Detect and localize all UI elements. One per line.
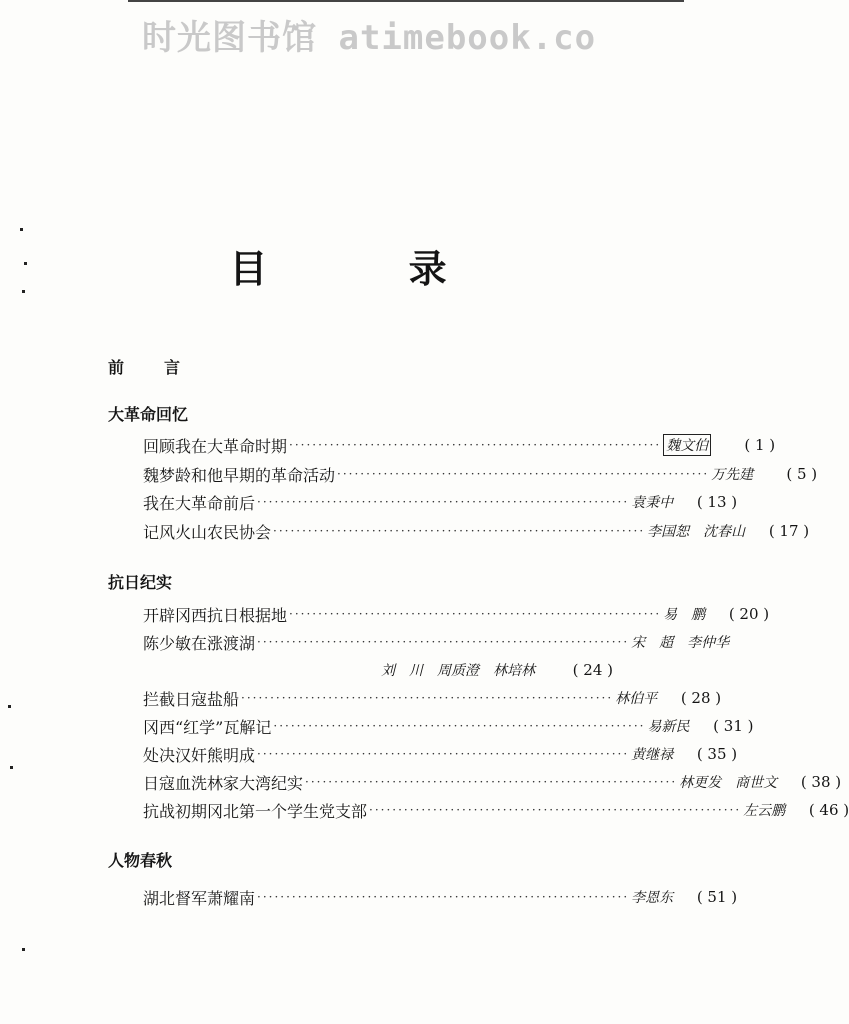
toc-entry[interactable] (143, 742, 738, 766)
toc-entry[interactable] (143, 770, 842, 794)
scan-speck (8, 705, 11, 708)
entry-page: ( 46 ) (808, 801, 849, 819)
leader-dots: ································································ (289, 438, 662, 452)
section-heading: 抗日纪实 (108, 573, 173, 592)
toc-entry[interactable] (143, 686, 722, 710)
entry-title: 日寇血洗林家大湾纪实 (143, 773, 304, 793)
scan-speck (20, 228, 23, 231)
leader-dots: ································································ (337, 467, 710, 481)
scan-speck (10, 766, 13, 769)
entry-page: ( 51 ) (696, 888, 738, 906)
leader-dots: ································································ (305, 775, 678, 789)
entry-author: 易 鹏 (663, 607, 706, 623)
entry-title: 我在大革命前后 (143, 493, 256, 513)
entry-title: 抗战初期冈北第一个学生党支部 (143, 801, 368, 821)
entry-title: 回顾我在大革命时期 (143, 436, 288, 456)
entry-title: 记风火山农民协会 (143, 522, 272, 542)
entry-author: 万先建 (711, 467, 754, 483)
entry-page: ( 20 ) (728, 605, 770, 623)
entry-page: ( 38 ) (800, 773, 842, 791)
entry-author: 魏文伯 (663, 434, 711, 456)
toc-entry[interactable] (143, 462, 818, 486)
scan-speck (24, 262, 27, 265)
entry-page: ( 24 ) (572, 661, 613, 679)
entry-page: ( 28 ) (680, 689, 722, 707)
entry-page: ( 31 ) (713, 717, 754, 735)
entry-page: ( 35 ) (696, 745, 738, 763)
toc-entry[interactable] (143, 602, 770, 626)
entry-page: ( 5 ) (786, 465, 818, 483)
entry-author: 林伯平 (615, 691, 658, 707)
toc-entry[interactable] (143, 630, 730, 654)
page-title: 目 录 (229, 246, 511, 291)
leader-dots: ································································ (257, 747, 630, 761)
entry-author: 黄继禄 (631, 747, 674, 763)
leader-dots: ································································ (257, 635, 630, 649)
entry-title: 魏梦龄和他早期的革命活动 (143, 465, 336, 485)
entry-author: 左云鹏 (743, 803, 786, 819)
leader-dots: ································································ (289, 607, 662, 621)
toc-entry[interactable] (143, 798, 849, 822)
watermark: 时光图书馆 atimebook.co (142, 18, 597, 58)
leader-dots: ································································ (241, 691, 614, 705)
entry-author: 易新民 (647, 719, 690, 735)
entry-author: 袁秉中 (631, 495, 674, 511)
section-heading: 人物春秋 (108, 851, 173, 870)
entry-title: 冈西“红学”瓦解记 (143, 717, 272, 737)
entry-title: 湖北督军萧耀南 (143, 888, 256, 908)
entry-author: 宋 超 李仲华 (631, 635, 730, 651)
toc-entry-continuation[interactable] (345, 658, 613, 682)
entry-author: 刘 川 周质澄 林培林 (381, 663, 535, 679)
toc-entry[interactable] (143, 714, 754, 738)
entry-title: 处决汉奸熊明成 (143, 745, 256, 765)
leader-dots: ································································ (257, 495, 630, 509)
toc-entry[interactable] (143, 885, 738, 909)
toc-entry[interactable] (143, 433, 776, 457)
entry-page: ( 17 ) (768, 522, 810, 540)
leader-dots: ································································ (273, 719, 646, 733)
leader-dots: ································································ (257, 890, 630, 904)
entry-title: 开辟冈西抗日根据地 (143, 605, 288, 625)
leader-dots: ································································ (273, 524, 646, 538)
entry-author: 李恩东 (631, 890, 674, 906)
scan-speck (22, 948, 25, 951)
preface-link[interactable]: 前言 (108, 358, 221, 377)
entry-author: 李国恕 沈春山 (647, 524, 746, 540)
entry-title: 拦截日寇盐船 (143, 689, 240, 709)
entry-title: 陈少敏在涨渡湖 (143, 633, 256, 653)
section-heading: 大革命回忆 (108, 405, 189, 424)
toc-entry[interactable] (143, 519, 810, 543)
entry-page: ( 1 ) (744, 436, 776, 454)
entry-author: 林更发 商世文 (679, 775, 778, 791)
entry-page: ( 13 ) (696, 493, 738, 511)
top-rule (128, 0, 684, 2)
leader-dots: ································································ (369, 803, 742, 817)
scan-speck (22, 290, 25, 293)
toc-entry[interactable] (143, 490, 738, 514)
